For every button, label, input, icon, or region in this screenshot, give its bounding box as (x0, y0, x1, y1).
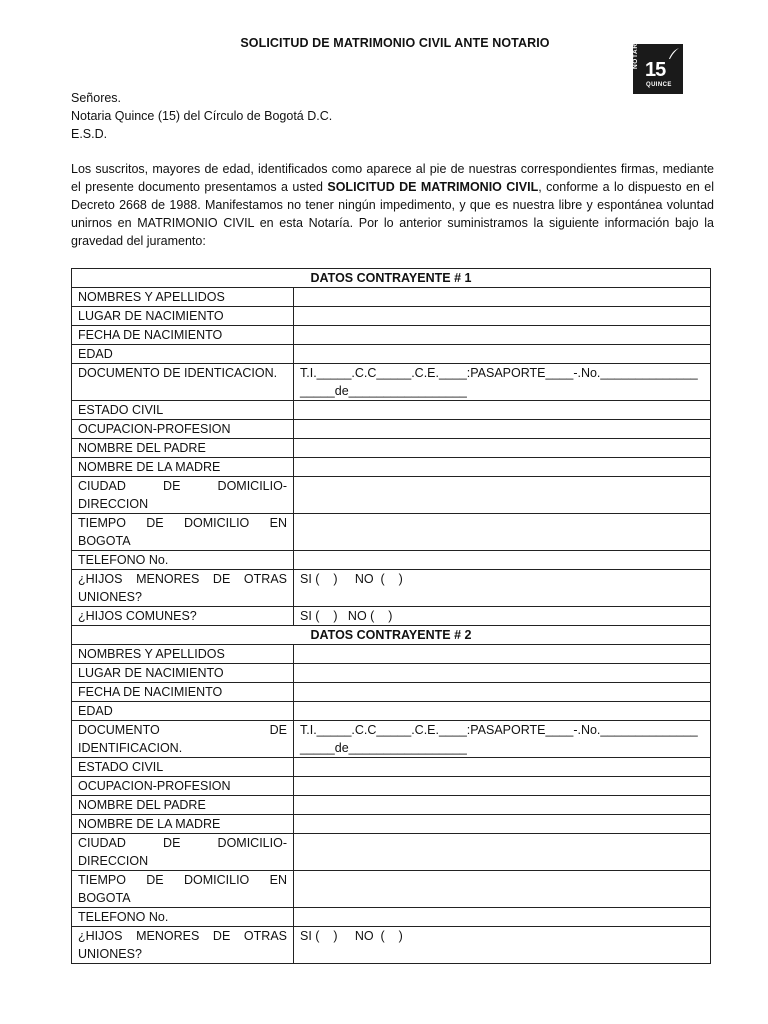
field-label: FECHA DE NACIMIENTO (72, 683, 294, 702)
quill-icon (663, 47, 681, 61)
logo-word: QUINCE (646, 82, 672, 88)
form-row (72, 645, 711, 664)
field-label: LUGAR DE NACIMIENTO (72, 307, 294, 326)
field-value[interactable] (294, 420, 711, 439)
field-value[interactable] (294, 834, 711, 871)
field-value[interactable] (294, 645, 711, 664)
field-value[interactable] (294, 345, 711, 364)
form-row (72, 815, 711, 834)
form-row (72, 420, 711, 439)
field-label: CIUDAD DE DOMICILIO-DIRECCION (72, 834, 294, 871)
section-header-row (72, 626, 711, 645)
field-label: TELEFONO No. (72, 551, 294, 570)
form-row (72, 721, 711, 758)
field-value[interactable] (294, 401, 711, 420)
field-value[interactable]: SI ( ) NO ( ) (294, 570, 711, 607)
section-header: DATOS CONTRAYENTE # 1 (72, 269, 711, 288)
field-value[interactable] (294, 439, 711, 458)
form-row (72, 514, 711, 551)
field-label: EDAD (72, 345, 294, 364)
intro-text-after: , conforme a lo dispuesto en el Decreto 2668 de 1988. Manifestamos no tener ningún impedimento, y que es nuestra libre y espontánea voluntad unirnos en MATRIMONIO CIVIL en esta Notaría. Por lo anterior suministramos la siguiente información bajo la gravedad del juramento: (71, 180, 714, 248)
field-label: EDAD (72, 702, 294, 721)
field-value[interactable] (294, 551, 711, 570)
field-label: NOMBRE DEL PADRE (72, 796, 294, 815)
form-row (72, 834, 711, 871)
field-label: LUGAR DE NACIMIENTO (72, 664, 294, 683)
form-row (72, 796, 711, 815)
form-row (72, 607, 711, 626)
form-row (72, 364, 711, 401)
recipient-address (71, 89, 332, 143)
form-row (72, 345, 711, 364)
logo-vertical-text: NOTARIA (632, 35, 639, 69)
field-value[interactable] (294, 815, 711, 834)
field-value[interactable] (294, 796, 711, 815)
form-row (72, 307, 711, 326)
field-label: ESTADO CIVIL (72, 401, 294, 420)
field-label: ¿HIJOS COMUNES? (72, 607, 294, 626)
field-label: NOMBRE DEL PADRE (72, 439, 294, 458)
form-row (72, 458, 711, 477)
field-label: DOCUMENTO DE IDENTIFICACION. (72, 721, 294, 758)
field-label: TIEMPO DE DOMICILIO EN BOGOTA (72, 514, 294, 551)
intro-paragraph (71, 160, 714, 250)
form-row (72, 702, 711, 721)
field-value[interactable] (294, 908, 711, 927)
form-row (72, 683, 711, 702)
field-value[interactable] (294, 683, 711, 702)
form-row (72, 477, 711, 514)
field-value[interactable]: T.I._____.C.C_____.C.E.____:PASAPORTE____-.No.______________ _____de_________________ (294, 364, 711, 401)
field-label: FECHA DE NACIMIENTO (72, 326, 294, 345)
form-row (72, 664, 711, 683)
form-row (72, 401, 711, 420)
application-form-table (71, 268, 711, 964)
form-row (72, 871, 711, 908)
field-value[interactable] (294, 871, 711, 908)
logo-number: 15 (645, 59, 666, 81)
field-label: TELEFONO No. (72, 908, 294, 927)
section-header: DATOS CONTRAYENTE # 2 (72, 626, 711, 645)
form-row (72, 326, 711, 345)
field-label: DOCUMENTO DE IDENTICACION. (72, 364, 294, 401)
field-value[interactable] (294, 458, 711, 477)
field-label: TIEMPO DE DOMICILIO EN BOGOTA (72, 871, 294, 908)
field-value[interactable] (294, 514, 711, 551)
field-label: NOMBRES Y APELLIDOS (72, 288, 294, 307)
field-label: NOMBRE DE LA MADRE (72, 815, 294, 834)
field-value[interactable] (294, 758, 711, 777)
field-value[interactable] (294, 664, 711, 683)
address-line: E.S.D. (71, 127, 108, 141)
section-header-row (72, 269, 711, 288)
field-value[interactable] (294, 307, 711, 326)
field-value[interactable] (294, 477, 711, 514)
intro-text-before: Los suscritos, mayores de edad, identificados como aparece al pie de nuestras correspondientes firmas, mediante el presente documento presentamos a usted (71, 162, 714, 194)
form-row (72, 908, 711, 927)
intro-text-bold: SOLICITUD DE MATRIMONIO CIVIL (327, 180, 539, 194)
notaria-15-logo (632, 35, 683, 94)
field-label: NOMBRES Y APELLIDOS (72, 645, 294, 664)
field-label: OCUPACION-PROFESION (72, 420, 294, 439)
field-value[interactable] (294, 777, 711, 796)
field-value[interactable] (294, 702, 711, 721)
field-label: ¿HIJOS MENORES DE OTRAS UNIONES? (72, 927, 294, 964)
field-value[interactable]: SI ( ) NO ( ) (294, 927, 711, 964)
form-row (72, 777, 711, 796)
form-row (72, 758, 711, 777)
form-row (72, 439, 711, 458)
field-label: ¿HIJOS MENORES DE OTRAS UNIONES? (72, 570, 294, 607)
form-row (72, 927, 711, 964)
form-row (72, 551, 711, 570)
field-label: OCUPACION-PROFESION (72, 777, 294, 796)
form-row (72, 570, 711, 607)
field-value[interactable] (294, 288, 711, 307)
field-label: ESTADO CIVIL (72, 758, 294, 777)
field-value[interactable]: T.I._____.C.C_____.C.E.____:PASAPORTE____-.No.______________ _____de_________________ (294, 721, 711, 758)
document-title: SOLICITUD DE MATRIMONIO CIVIL ANTE NOTARIO (240, 36, 550, 50)
address-line: Notaria Quince (15) del Círculo de Bogotá D.C. (71, 109, 333, 123)
field-label: CIUDAD DE DOMICILIO-DIRECCION (72, 477, 294, 514)
field-label: NOMBRE DE LA MADRE (72, 458, 294, 477)
form-row (72, 288, 711, 307)
field-value[interactable]: SI ( ) NO ( ) (294, 607, 711, 626)
address-line: Señores. (71, 91, 122, 105)
field-value[interactable] (294, 326, 711, 345)
